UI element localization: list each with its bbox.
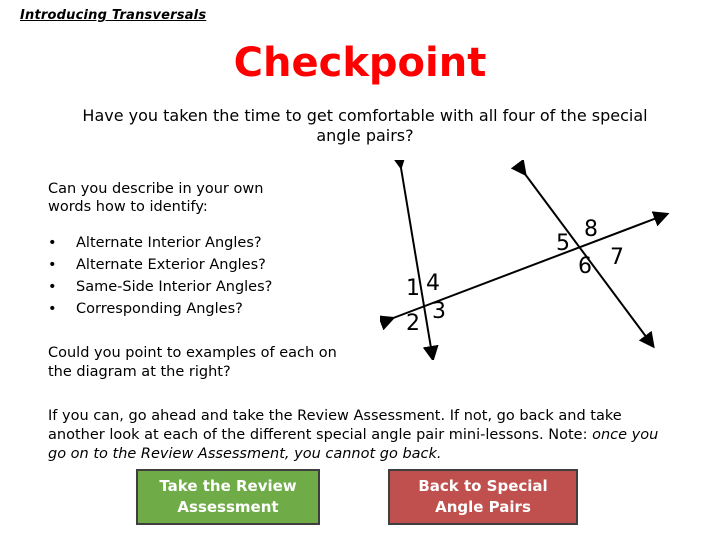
angle-label-2: 2 — [406, 311, 420, 336]
angle-label-3: 3 — [432, 299, 446, 324]
angle-label-6: 6 — [578, 254, 592, 279]
list-item — [48, 298, 272, 320]
angle-pair-list — [48, 232, 272, 320]
angle-label-5: 5 — [556, 231, 570, 256]
breadcrumb: Introducing Transversals — [20, 8, 207, 23]
angle-pair-label: Alternate Interior Angles? — [76, 235, 262, 251]
assessment-text: If you can, go ahead and take the Review Assessment. If not, go back and take another look at each of the different special angle pair mini-lessons. — [48, 408, 622, 443]
angle-label-8: 8 — [584, 217, 598, 242]
list-item — [48, 254, 272, 276]
point-prompt: Could you point to examples of each on the diagram at the right? — [48, 345, 337, 380]
transversal-diagram — [380, 160, 670, 360]
angle-pair-label: Alternate Exterior Angles? — [76, 257, 266, 273]
angle-label-1: 1 — [406, 276, 420, 301]
describe-prompt: Can you describe in your own words how to identify: — [48, 181, 264, 215]
bullet-icon: • — [48, 257, 57, 273]
bullet-icon: • — [48, 235, 57, 251]
angle-label-7: 7 — [610, 245, 624, 270]
intro-text: Have you taken the time to get comfortable with all four of the special angle pairs? — [82, 106, 648, 145]
list-item — [48, 232, 272, 254]
note-text: once you go on to the Review Assessment, you cannot go back. — [48, 427, 659, 462]
list-item — [48, 276, 272, 298]
assessment-instructions — [48, 407, 668, 464]
bullet-icon: • — [48, 301, 57, 317]
angle-pair-label: Same-Side Interior Angles? — [76, 279, 273, 295]
angle-label-4: 4 — [426, 271, 440, 296]
page-title: Checkpoint — [233, 40, 487, 86]
back-to-special-angle-pairs-button[interactable]: Back to Special Angle Pairs — [388, 469, 578, 525]
note-label: Note: — [548, 427, 588, 443]
angle-pair-label: Corresponding Angles? — [76, 301, 243, 317]
take-review-assessment-button[interactable]: Take the Review Assessment — [136, 469, 320, 525]
bullet-icon: • — [48, 279, 57, 295]
